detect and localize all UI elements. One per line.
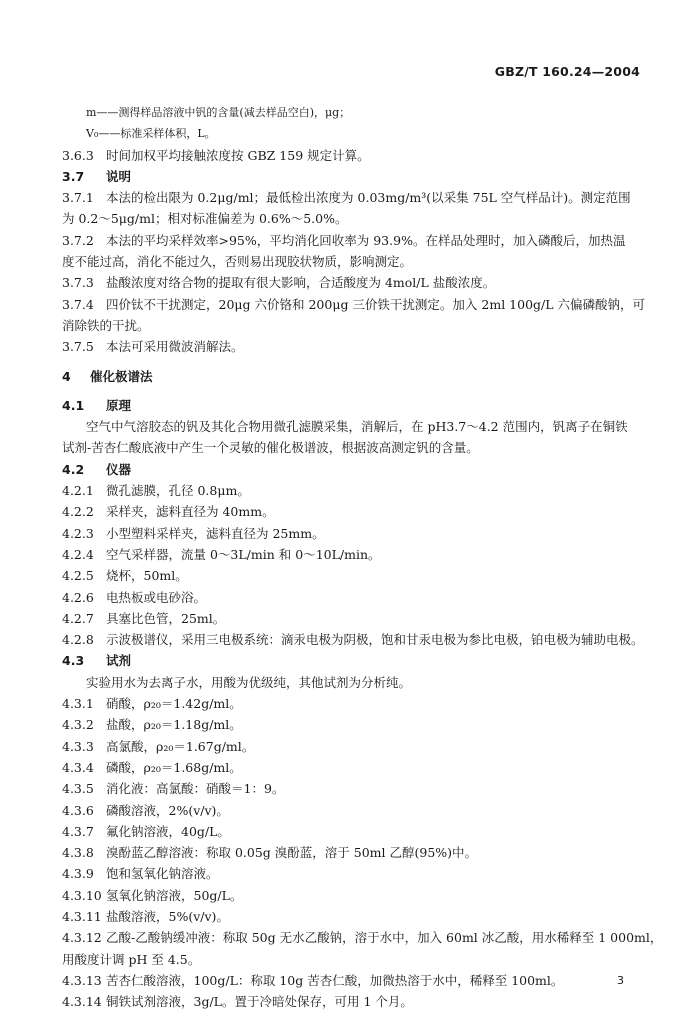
clause-item: [62, 842, 642, 863]
clause-number: 4.3.4: [62, 759, 94, 775]
clause-item: [62, 230, 642, 251]
clause-item: [62, 800, 642, 821]
clause-text: 四价钛不干扰测定，20μg 六价铬和 200μg 三价铁干扰测定。加入 2ml 100g/L 六偏磷酸钠，可: [106, 296, 646, 312]
clause-text: 盐酸，ρ₂₀＝1.18g/ml。: [106, 717, 242, 733]
clause-text: 仪器: [106, 461, 132, 477]
clause-text: 时间加权平均接触浓度按 GBZ 159 规定计算。: [106, 147, 370, 163]
clause-text: 本法的平均采样效率>95%，平均消化回收率为 93.9%。在样品处理时，加入磷酸后，加热温: [106, 232, 626, 248]
section-heading: [62, 366, 642, 387]
clause-text: 本法的检出限为 0.2μg/ml；最低检出浓度为 0.03mg/m³(以采集 75L 空气样品计)。测定范围: [106, 190, 631, 206]
clause-text: 度不能过高，消化不能过久，否则易出现胶状物质，影响测定。: [62, 254, 413, 270]
clause-number: 4.3.8: [62, 845, 94, 861]
standard-code: GBZ/T 160.24—2004: [494, 64, 640, 79]
clause-number: 4.3.9: [62, 866, 94, 882]
clause-number: 3.6.3: [62, 147, 94, 163]
clause-text: 磷酸，ρ₂₀＝1.68g/ml。: [106, 759, 242, 775]
clause-text: 乙酸-乙酸钠缓冲液：称取 50g 无水乙酸钠，溶于水中，加入 60ml 冰乙酸，用水稀释至 1 000ml，: [106, 930, 663, 946]
clause-item: [62, 885, 642, 906]
clause-number: 4.2.7: [62, 610, 94, 626]
clause-item: [62, 991, 642, 1012]
clause-item: [62, 736, 642, 757]
clause-item: [62, 294, 646, 315]
clause-text: 试剂: [106, 653, 132, 669]
continuation-line: [62, 315, 642, 336]
clause-text: 饱和氢氧化钠溶液。: [106, 866, 219, 882]
section-heading: [62, 395, 642, 416]
clause-text: 说明: [106, 168, 132, 184]
clause-number: 3.7.4: [62, 296, 94, 312]
clause-number: 4.3.1: [62, 696, 94, 712]
paragraph-line: [62, 416, 642, 437]
clause-item: [62, 608, 642, 629]
clause-number: 4.3.7: [62, 823, 94, 839]
clause-number: 4.3.14: [62, 994, 102, 1010]
clause-item: [62, 544, 642, 565]
clause-text: 氢氧化钠溶液，50g/L。: [106, 887, 243, 903]
clause-text: 溴酚蓝乙醇溶液：称取 0.05g 溴酚蓝，溶于 50ml 乙醇(95%)中。: [106, 845, 478, 861]
document-body: [62, 102, 663, 1012]
section-heading: [62, 650, 642, 671]
clause-item: [62, 906, 642, 927]
clause-text: 小型塑料采样夹，滤料直径为 25mm。: [106, 525, 325, 541]
clause-text: 磷酸溶液，2%(v/v)。: [106, 802, 229, 818]
clause-text: 消化液：高氯酸：硝酸＝1：9。: [106, 781, 285, 797]
variable-definition: [62, 102, 642, 123]
clause-number: 4.3.5: [62, 781, 94, 797]
clause-text: 实验用水为去离子水，用酸为优级纯，其他试剂为分析纯。: [86, 674, 412, 690]
continuation-line: [62, 949, 642, 970]
clause-text: 催化极谱法: [90, 368, 153, 384]
clause-number: 4: [62, 368, 71, 384]
clause-text: 原理: [106, 397, 132, 413]
clause-text: 盐酸浓度对络合物的提取有很大影响，合适酸度为 4mol/L 盐酸浓度。: [106, 275, 496, 291]
clause-number: 4.2.3: [62, 525, 94, 541]
clause-number: 4.3.11: [62, 908, 102, 924]
clause-number: 4.3.3: [62, 738, 94, 754]
clause-text: 烧杯，50ml。: [106, 568, 188, 584]
clause-text: 本法可采用微波消解法。: [106, 339, 244, 355]
clause-item: [62, 757, 642, 778]
clause-number: 4.2.8: [62, 632, 94, 648]
continuation-line: [62, 437, 642, 458]
clause-item: [62, 927, 663, 948]
clause-text: 电热板或电砂浴。: [106, 589, 207, 605]
clause-item: [62, 501, 642, 522]
section-heading: [62, 459, 642, 480]
clause-text: 空气采样器，流量 0～3L/min 和 0～10L/min。: [106, 546, 381, 562]
clause-text: 示波极谱仪，采用三电极系统：滴汞电极为阴极，饱和甘汞电极为参比电极，铂电极为辅助电极。: [106, 632, 644, 648]
section-gap: [62, 358, 642, 366]
clause-number: 3.7.5: [62, 339, 94, 355]
clause-number: 3.7.3: [62, 275, 94, 291]
clause-text: V₀——标准采样体积，L。: [86, 127, 216, 141]
clause-text: 微孔滤膜，孔径 0.8μm。: [106, 483, 250, 499]
clause-item: [62, 336, 642, 357]
page-number: 3: [617, 974, 624, 987]
variable-definition: [62, 123, 642, 144]
clause-number: 4.3.10: [62, 887, 102, 903]
clause-text: 高氯酸，ρ₂₀＝1.67g/ml。: [106, 738, 255, 754]
clause-text: 采样夹，滤料直径为 40mm。: [106, 504, 275, 520]
clause-number: 4.2: [62, 461, 85, 477]
clause-item: [62, 480, 642, 501]
clause-text: 具塞比色管，25ml。: [106, 610, 226, 626]
clause-number: 4.2.1: [62, 483, 94, 499]
clause-text: 消除铁的干扰。: [62, 317, 150, 333]
clause-text: 硝酸，ρ₂₀＝1.42g/ml。: [106, 696, 242, 712]
clause-number: 4.3.2: [62, 717, 94, 733]
clause-item: [62, 629, 642, 650]
section-gap: [62, 387, 642, 395]
clause-number: 4.2.5: [62, 568, 94, 584]
clause-item: [62, 863, 642, 884]
clause-number: 3.7.2: [62, 232, 94, 248]
clause-number: 4.2.4: [62, 546, 94, 562]
clause-item: [62, 693, 642, 714]
clause-item: [62, 565, 642, 586]
clause-number: 4.2.2: [62, 504, 94, 520]
clause-item: [62, 714, 642, 735]
continuation-line: [62, 251, 642, 272]
clause-item: [62, 970, 642, 991]
clause-number: 4.2.6: [62, 589, 94, 605]
clause-text: 铜铁试剂溶液，3g/L。置于冷暗处保存，可用 1 个月。: [106, 994, 413, 1010]
paragraph-line: [62, 672, 642, 693]
clause-item: [62, 187, 642, 208]
clause-text: 苦杏仁酸溶液，100g/L：称取 10g 苦杏仁酸，加微热溶于水中，稀释至 100ml。: [106, 972, 564, 988]
clause-item: [62, 587, 642, 608]
clause-number: 4.3.12: [62, 930, 102, 946]
clause-number: 3.7.1: [62, 190, 94, 206]
clause-item: [62, 778, 642, 799]
clause-text: 氟化钠溶液，40g/L。: [106, 823, 230, 839]
clause-text: 盐酸溶液，5%(v/v)。: [106, 908, 229, 924]
clause-text: m——测得样品溶液中钒的含量(减去样品空白)，μg；: [86, 106, 351, 119]
continuation-line: [62, 208, 642, 229]
section-heading: [62, 166, 642, 187]
clause-text: 试剂-苦杏仁酸底液中产生一个灵敏的催化极谱波，根据波高测定钒的含量。: [62, 440, 479, 456]
clause-number: 4.3.13: [62, 972, 102, 988]
clause-number: 4.3.6: [62, 802, 94, 818]
clause-text: 用酸度计调 pH 至 4.5。: [62, 951, 201, 967]
clause-text: 为 0.2～5μg/ml；相对标准偏差为 0.6%～5.0%。: [62, 211, 348, 227]
clause-item: [62, 272, 642, 293]
clause-item: [62, 523, 642, 544]
clause-number: 4.1: [62, 397, 85, 413]
clause-number: 4.3: [62, 653, 85, 669]
clause-item: [62, 821, 642, 842]
clause-number: 3.7: [62, 168, 85, 184]
clause-item: [62, 145, 642, 166]
clause-text: 空气中气溶胶态的钒及其化合物用微孔滤膜采集，消解后，在 pH3.7～4.2 范围内，钒离子在铜铁: [86, 419, 628, 435]
